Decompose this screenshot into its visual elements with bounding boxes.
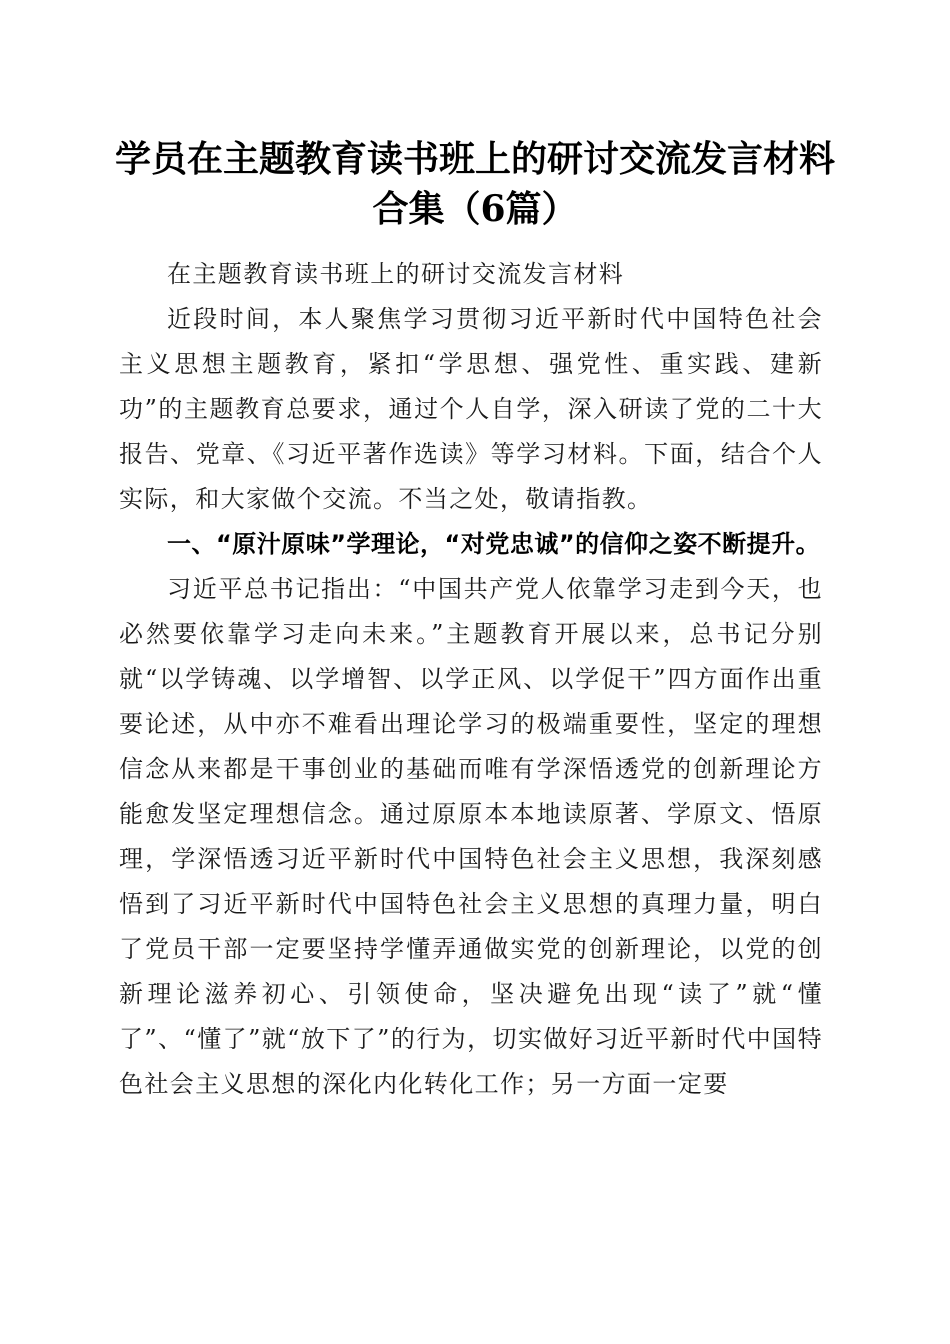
document-body	[119, 252, 823, 1107]
title-line-1: 学员在主题教育读书班上的研讨交流发言材料	[114, 138, 835, 180]
subtitle: 在主题教育读书班上的研讨交流发言材料	[167, 260, 625, 288]
title-line-2: 合集（6篇）	[372, 188, 578, 230]
section-heading-1: 一、“原汁原味”学理论，“对党忠诚”的信仰之姿不断提升。	[167, 530, 821, 558]
document-title	[100, 134, 850, 234]
paragraph-section-1: 习近平总书记指出：“中国共产党人依靠学习走到今天，也必然要依靠学习走向未来。”主题教育开展以来，总书记分别就“以学铸魂、以学增智、以学正风、以学促干”四方面作出重要论述，从中亦不难看出理论学习的极端重要性，坚定的理想信念从来都是干事创业的基础而唯有学深悟透党的创新理论方能愈发坚定理想信念。通过原原本本地读原著、学原文、悟原理，学深悟透习近平新时代中国特色社会主义思想，我深刻感悟到了习近平新时代中国特色社会主义思想的真理力量，明白了党员干部一定要坚持学懂弄通做实党的创新理论，以党的创新理论滋养初心、引领使命，坚决避免出现“读了”就“懂了”、“懂了”就“放下了”的行为，切实做好习近平新时代中国特色社会主义思想的深化内化转化工作；另一方面一定要	[119, 575, 823, 1098]
paragraph-intro: 近段时间，本人聚焦学习贯彻习近平新时代中国特色社会主义思想主题教育，紧扣“学思想、强党性、重实践、建新功”的主题教育总要求，通过个人自学，深入研读了党的二十大报告、党章、《习近平著作选读》等学习材料。下面，结合个人实际，和大家做个交流。不当之处，敬请指教。	[119, 305, 823, 513]
